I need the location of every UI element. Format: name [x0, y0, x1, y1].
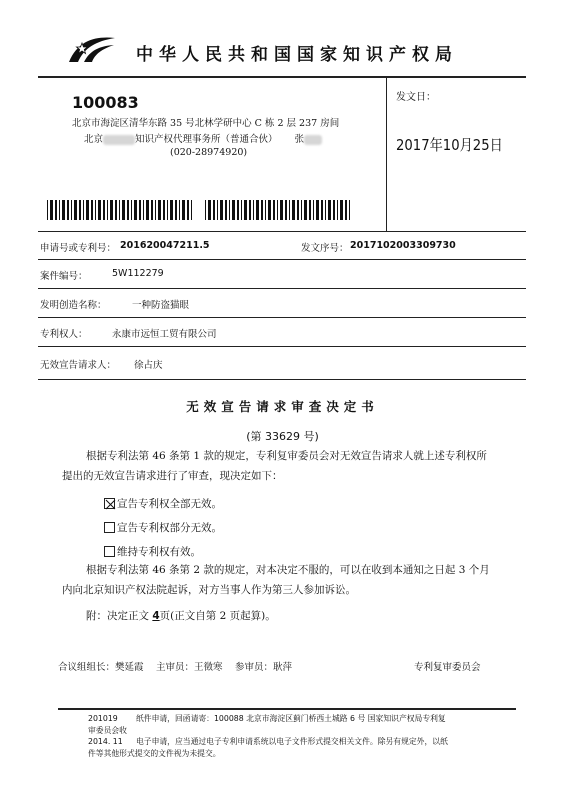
- barcode-bar: [103, 200, 105, 220]
- barcode-bar: [182, 200, 185, 220]
- barcode-bar: [86, 200, 89, 220]
- barcode-bar: [179, 200, 180, 220]
- redacted-mark: [103, 135, 135, 145]
- barcode-bar: [237, 200, 239, 220]
- barcode-bar: [256, 200, 259, 220]
- barcode-bar: [151, 200, 153, 220]
- barcode-bar: [170, 200, 173, 220]
- barcode-bar: [337, 200, 338, 220]
- option-label: 宣告专利权全部无效。: [117, 498, 222, 510]
- barcode-bar: [225, 200, 227, 220]
- barcode-bar: [67, 200, 69, 220]
- checked-box-icon: [104, 498, 115, 509]
- barcode-bar: [115, 200, 117, 220]
- recipient-prefix: 张: [294, 134, 305, 145]
- application-number-label: 申请号或专利号：: [40, 243, 117, 254]
- serial-number-value: 2017102003309730: [350, 240, 456, 251]
- patentee-label: 专利权人：: [40, 329, 88, 340]
- option-maintain-valid: [104, 542, 222, 562]
- attachment-prefix: 附：决定正文: [86, 610, 149, 622]
- option-invalidate-all: [104, 494, 222, 514]
- barcode-bar: [301, 200, 302, 220]
- barcode-bar: [253, 200, 254, 220]
- decision-paragraph-1: [62, 446, 487, 486]
- barcode-bar: [127, 200, 129, 220]
- barcode-bar: [244, 200, 247, 220]
- barcode-bar: [163, 200, 165, 220]
- barcode-bar: [217, 200, 218, 220]
- decision-options: [104, 494, 222, 562]
- option-label: 宣告专利权部分无效。: [117, 522, 222, 534]
- review-board-name: 专利复审委员会: [414, 662, 481, 673]
- paper-application-note: 纸件申请，回函请寄：100088 北京市海淀区蓟门桥西土城路 6 号 国家知识产权局专利复: [136, 714, 446, 723]
- barcode-right: [205, 200, 353, 220]
- barcode-bar: [333, 200, 335, 220]
- barcode-bar: [91, 200, 93, 220]
- barcode-bar: [155, 200, 156, 220]
- send-date-value: 2017年10月25日: [396, 136, 503, 154]
- barcode-bar: [345, 200, 347, 220]
- invention-name-value: 一种防盗猫眼: [132, 300, 190, 311]
- electronic-application-note: 电子申请，应当通过电子专利申请系统以电子文件形式提交相关文件。除另有规定外，以纸: [136, 737, 448, 746]
- barcode-bar: [146, 200, 149, 220]
- barcode-bar: [131, 200, 132, 220]
- barcode-bar: [220, 200, 223, 220]
- barcode-bar: [325, 200, 326, 220]
- barcode-bar: [119, 200, 120, 220]
- office-title: 中华人民共和国国家知识产权局: [136, 45, 458, 65]
- barcode-bar: [167, 200, 168, 220]
- application-number-value: 201620047211.5: [120, 240, 210, 251]
- panel-signatures: 合议组组长：樊延霞 主审员：王徵寒 参审员：耿萍: [58, 662, 293, 673]
- barcode-bar: [71, 200, 72, 220]
- barcode-bar: [349, 200, 350, 220]
- barcode-bar: [47, 200, 48, 220]
- barcode-bar: [143, 200, 144, 220]
- attachment-pages: 4: [152, 610, 160, 622]
- barcode-bar: [249, 200, 251, 220]
- footer-block: [88, 713, 448, 759]
- barcode-bar: [268, 200, 271, 220]
- agency-line: [84, 131, 322, 145]
- barcode-bar: [297, 200, 299, 220]
- barcode-bar: [309, 200, 311, 220]
- attachment-line: [86, 606, 276, 626]
- decision-paragraph-2: [62, 560, 490, 600]
- barcode-bar: [289, 200, 290, 220]
- barcode-bar: [313, 200, 314, 220]
- barcode-bar: [95, 200, 96, 220]
- barcode-bar: [187, 200, 189, 220]
- barcode-bar: [107, 200, 108, 220]
- barcode-bar: [50, 200, 53, 220]
- paragraph-1-line-2: 提出的无效宣告请求进行了审查，现决定如下：: [62, 470, 283, 482]
- case-number-label: 案件编号：: [40, 271, 88, 282]
- invention-name-label: 发明创造名称：: [40, 300, 107, 311]
- electronic-application-note-cont: 件等其他形式提交的文件视为未提交。: [88, 748, 221, 758]
- barcode-bar: [277, 200, 278, 220]
- paragraph-2-line-2: 内向北京知识产权法院起诉，对方当事人作为第三人参加诉讼。: [62, 584, 356, 596]
- barcode-bar: [122, 200, 125, 220]
- barcode-bar: [158, 200, 161, 220]
- barcode-bar: [316, 200, 319, 220]
- barcode-bar: [229, 200, 230, 220]
- barcode-bar: [285, 200, 287, 220]
- barcode-bar: [83, 200, 84, 220]
- send-date-label: 发文日：: [396, 92, 436, 103]
- postal-code: 100083: [72, 93, 139, 112]
- case-number-value: 5W112279: [112, 268, 164, 279]
- form-version: 2014. 11: [88, 737, 123, 746]
- paragraph-1-line-1: 根据专利法第 46 条第 1 款的规定，专利复审委员会对无效宣告请求人就上述专利权所: [86, 450, 487, 462]
- barcode-bar: [265, 200, 266, 220]
- barcode-bar: [139, 200, 141, 220]
- barcode-bar: [110, 200, 113, 220]
- barcode-bar: [261, 200, 263, 220]
- agency-suffix: 知识产权代理事务所（普通合伙）: [135, 134, 278, 145]
- barcode-bar: [232, 200, 235, 220]
- decision-title: 无效宣告请求审查决定书: [186, 399, 379, 414]
- cnipa-logo-icon: [66, 34, 118, 64]
- barcode-bar: [273, 200, 275, 220]
- barcode-bar: [134, 200, 137, 220]
- barcode-bar: [55, 200, 57, 220]
- agency-prefix: 北京: [84, 134, 104, 145]
- barcode-bar: [205, 200, 206, 220]
- patentee-value: 永康市远恒工贸有限公司: [112, 329, 217, 340]
- barcode-bar: [292, 200, 295, 220]
- barcode-bar: [208, 200, 211, 220]
- address-line: 北京市海淀区清华东路 35 号北林学研中心 C 栋 2 层 237 房间: [72, 118, 340, 129]
- barcode-bar: [175, 200, 177, 220]
- barcode-bar: [74, 200, 77, 220]
- barcode-bar: [79, 200, 81, 220]
- requester-value: 徐占庆: [134, 360, 163, 371]
- redacted-mark: [304, 135, 322, 145]
- paragraph-2-line-1: 根据专利法第 46 条第 2 款的规定，对本决定不服的，可以在收到本通知之日起 3 个月: [86, 564, 490, 576]
- serial-number-label: 发文序号：: [301, 243, 349, 254]
- option-label: 维持专利权有效。: [117, 546, 201, 558]
- option-invalidate-partial: [104, 518, 222, 538]
- form-code: 201019: [88, 714, 118, 723]
- barcode-left: [47, 200, 195, 220]
- barcode-bar: [340, 200, 343, 220]
- barcode-bar: [191, 200, 192, 220]
- barcode-bar: [62, 200, 65, 220]
- barcode-bar: [98, 200, 101, 220]
- barcode-bar: [241, 200, 242, 220]
- barcode-bar: [280, 200, 283, 220]
- paper-application-note-cont: 审委员会收: [88, 725, 127, 735]
- phone-number: (020-28974920): [170, 147, 248, 158]
- barcode-bar: [321, 200, 323, 220]
- barcode-bar: [213, 200, 215, 220]
- requester-label: 无效宣告请求人：: [40, 360, 117, 371]
- barcode-bar: [59, 200, 60, 220]
- barcode-bar: [304, 200, 307, 220]
- empty-checkbox-icon: [104, 522, 115, 533]
- empty-checkbox-icon: [104, 546, 115, 557]
- attachment-suffix: 页(正文自第 2 页起算)。: [159, 610, 276, 622]
- decision-number: (第 33629 号): [246, 430, 319, 443]
- barcode-bar: [328, 200, 331, 220]
